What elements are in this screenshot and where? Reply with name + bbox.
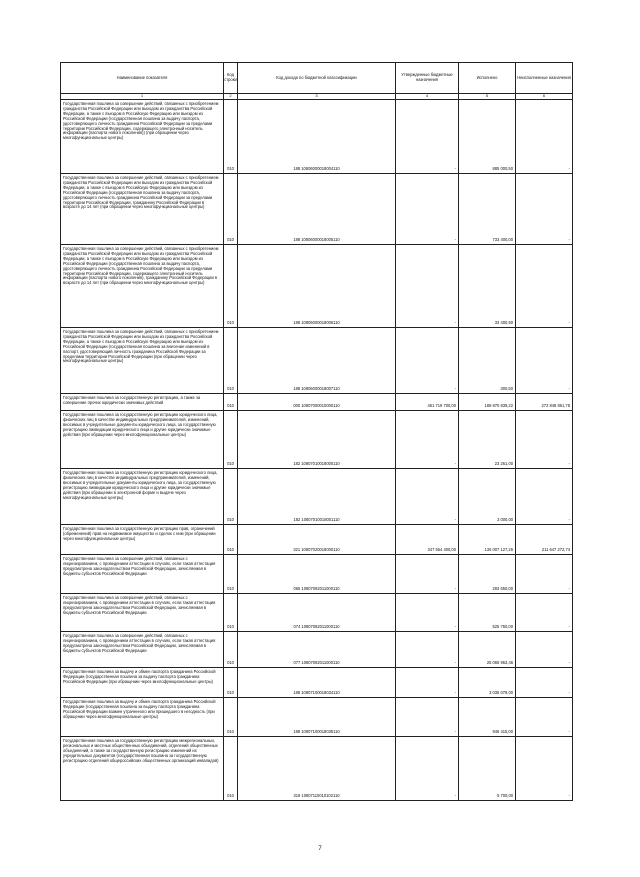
column-number: 1	[61, 94, 224, 100]
header-executed: Исполнено	[459, 63, 516, 94]
row-unexecuted: -	[516, 632, 573, 668]
row-line-code: 010	[224, 174, 238, 245]
header-name: Наименование показателя	[61, 63, 224, 94]
row-unexecuted: -	[516, 328, 573, 394]
row-budget-code: 182 10807010018001110	[238, 469, 396, 525]
column-number: 4	[396, 94, 459, 100]
row-budget-code: 188 10807100018034110	[238, 668, 396, 698]
column-number: 2	[224, 94, 238, 100]
row-unexecuted: -	[516, 737, 573, 801]
row-line-code: 010	[224, 737, 238, 801]
row-executed: 3 000,00	[459, 469, 516, 525]
row-name: Государственная пошлина за совершение действий, связанных с приобретением гражданства Российской Федерации или выходом из гражданства Российской Федерации, а также с въездом в Российскую Федерацию или выездом из Российской Федерации (государственная пошлина за внесение изменений в паспорт, удостоверяющий личность гражданина Российской Федерации за пределами территории Российской Федерации (при обращении через многофункциональные центры)	[61, 328, 224, 394]
column-number: 5	[459, 94, 516, 100]
row-budget-code: 188 10806000018005110	[238, 174, 396, 245]
row-name: Государственная пошлина за государственную регистрацию межрегиональных, региональных и местных общественных объединений, отделений общественных объединений, а также за государственную регистрацию изменений их учредительных документов (государственная пошлина за государственную регистрацию отделений общероссийских общественных организаций инвалидов)	[61, 737, 224, 801]
row-executed: 188 870 839,22	[459, 394, 516, 411]
row-name: Государственная пошлина за выдачу и обмен паспорта гражданина Российской Федерации (государственная пошлина за выдачу паспорта гражданина Российской Федерации (при обращении через многофункциональные центры)	[61, 668, 224, 698]
row-executed: 5 700,00	[459, 737, 516, 801]
row-approved: -	[396, 668, 459, 698]
row-budget-code: 182 10807010018000110	[238, 411, 396, 469]
row-line-code: 010	[224, 328, 238, 394]
row-line-code: 010	[224, 469, 238, 525]
row-name: Государственная пошлина за государственную регистрацию юридического лица, физических лиц в качестве индивидуальных предпринимателей, изменений, вносимых в учредительные документы юридического лица, за государственную регистрацию ликвидации юридического лица и другие юридически значимые действия (при обращении через многофункциональные центры)	[61, 411, 224, 469]
row-unexecuted: -	[516, 555, 573, 594]
row-line-code: 010	[224, 698, 238, 737]
page-number: 7	[318, 846, 322, 852]
row-approved: -	[396, 594, 459, 632]
table-row	[61, 594, 573, 632]
table-row	[61, 394, 573, 411]
row-executed: 525 750,00	[459, 594, 516, 632]
row-unexecuted: -	[516, 698, 573, 737]
row-unexecuted: -	[516, 411, 573, 469]
row-executed: 23 261,00	[459, 411, 516, 469]
row-line-code: 010	[224, 245, 238, 328]
column-number: 6	[516, 94, 573, 100]
table-row	[61, 698, 573, 737]
row-executed: 136 007 127,26	[459, 525, 516, 555]
table-row	[61, 411, 573, 469]
table-row	[61, 525, 573, 555]
row-approved: -	[396, 245, 459, 328]
table-row	[61, 668, 573, 698]
column-number: 3	[238, 94, 396, 100]
row-approved: -	[396, 100, 459, 174]
row-line-code: 010	[224, 632, 238, 668]
row-executed: 300,50	[459, 328, 516, 394]
header-line-code: Код строки	[224, 63, 238, 94]
row-budget-code: 188 10807100018035110	[238, 698, 396, 737]
table-row	[61, 100, 573, 174]
row-name: Государственная пошлина за государственную регистрацию, а также за совершение прочих юридически значимых действий	[61, 394, 224, 411]
row-budget-code: 000 10807000010000110	[238, 394, 396, 411]
row-unexecuted: -	[516, 469, 573, 525]
row-name: Государственная пошлина за государственную регистрацию юридического лица, физических лиц в качестве индивидуальных предпринимателей, изменений, вносимых в учредительные документы юридического лица, за государственную регистрацию ликвидации юридического лица и другие юридически значимые действия (при обращении в электронной форме и выдаче через многофункциональные центры)	[61, 469, 224, 525]
budget-table	[60, 62, 573, 801]
row-line-code: 010	[224, 411, 238, 469]
row-approved: -	[396, 632, 459, 668]
header-row	[61, 63, 573, 94]
header-unexecuted: Неисполненные назначения	[516, 63, 573, 94]
table-row	[61, 245, 573, 328]
row-executed: 733 400,00	[459, 174, 516, 245]
row-executed: 885 000,50	[459, 100, 516, 174]
row-line-code: 010	[224, 525, 238, 555]
header-budget-code: Код дохода по бюджетной классификации	[238, 63, 396, 94]
row-approved: -	[396, 698, 459, 737]
row-approved: 347 654 400,00	[396, 525, 459, 555]
row-budget-code: 077 10807082011000110	[238, 632, 396, 668]
table-row	[61, 737, 573, 801]
row-budget-code: 318 10807110010102110	[238, 737, 396, 801]
row-approved: -	[396, 469, 459, 525]
row-unexecuted: -	[516, 668, 573, 698]
row-budget-code: 188 10806000018007110	[238, 328, 396, 394]
table-row	[61, 555, 573, 594]
row-unexecuted: -	[516, 100, 573, 174]
table-row	[61, 469, 573, 525]
row-unexecuted: -	[516, 594, 573, 632]
row-name: Государственная пошлина за совершение действий, связанных с лицензированием, с проведением аттестации в случаях, если такая аттестация предусмотрена законодательством Российской Федерации, зачисляемая в бюджеты субъектов Российской Федерации	[61, 632, 224, 668]
row-budget-code: 065 10807082011000110	[238, 555, 396, 594]
row-budget-code: 188 10806000018004110	[238, 100, 396, 174]
row-unexecuted: -	[516, 245, 573, 328]
row-name: Государственная пошлина за совершение действий, связанных с приобретением гражданства Российской Федерации или выходом из гражданства Российской Федерации, а также с въездом в Российскую Федерацию или выездом из Российской Федерации (государственная пошлина за выдачу паспорта, удостоверяющего личность гражданина Российской Федерации за пределами территории Российской Федерации, содержащего электронный носитель информации (паспорта нового поколения)) (при обращении через многофункциональные центры)	[61, 100, 224, 174]
row-line-code: 010	[224, 555, 238, 594]
row-executed: 946 415,00	[459, 698, 516, 737]
row-approved: -	[396, 555, 459, 594]
row-unexecuted: 211 647 272,74	[516, 525, 573, 555]
row-executed: 25 065 963,46	[459, 632, 516, 668]
row-executed: 3 036 078,00	[459, 668, 516, 698]
row-approved: 461 719 700,00	[396, 394, 459, 411]
row-approved: -	[396, 328, 459, 394]
row-name: Государственная пошлина за совершение действий, связанных с лицензированием, с проведением аттестации в случаях, если такая аттестация предусмотрена законодательством Российской Федерации, зачисляемая в бюджеты субъектов Российской Федерации	[61, 594, 224, 632]
table-row	[61, 174, 573, 245]
row-unexecuted: -	[516, 174, 573, 245]
row-executed: 33 400,50	[459, 245, 516, 328]
row-approved: -	[396, 411, 459, 469]
row-approved: -	[396, 174, 459, 245]
row-approved: -	[396, 737, 459, 801]
row-name: Государственная пошлина за совершение действий, связанных с лицензированием, с проведением аттестации в случаях, если такая аттестация предусмотрена законодательством Российской Федерации, зачисляемая в бюджеты субъектов Российской Федерации	[61, 555, 224, 594]
row-name: Государственная пошлина за выдачу и обмен паспорта гражданина Российской Федерации (государственная пошлина за выдачу паспорта гражданина Российской Федерации взамен утраченного или пришедшего в негодность (при обращении через многофункциональные центры)	[61, 698, 224, 737]
row-name: Государственная пошлина за государственную регистрацию прав, ограничений (обременений) прав на недвижимое имущество и сделок с ним (при обращении через многофункциональные центры)	[61, 525, 224, 555]
row-line-code: 010	[224, 394, 238, 411]
row-line-code: 010	[224, 100, 238, 174]
row-name: Государственная пошлина за совершение действий, связанных с приобретением гражданства Российской Федерации или выходом из гражданства Российской Федерации, а также с въездом в Российскую Федерацию или выездом из Российской Федерации (государственная пошлина за выдачу паспорта, удостоверяющего личность гражданина Российской Федерации за пределами территории Российской Федерации, содержащего электронный носитель информации (паспорта нового поколения), гражданину Российской Федерации в возрасте до 14 лет (при обращении через многофункциональные центры)	[61, 245, 224, 328]
header-approved: Утвержденные бюджетные назначения	[396, 63, 459, 94]
row-unexecuted: 272 848 861,78	[516, 394, 573, 411]
row-line-code: 010	[224, 594, 238, 632]
row-line-code: 010	[224, 668, 238, 698]
table-row	[61, 328, 573, 394]
row-budget-code: 074 10807082011000110	[238, 594, 396, 632]
row-name: Государственная пошлина за совершение действий, связанных с приобретением гражданства Российской Федерации или выходом из гражданства Российской Федерации, а также с въездом в Российскую Федерацию или выездом из Российской Федерации (государственная пошлина за выдачу паспорта, удостоверяющего личность гражданина Российской Федерации за пределами территории Российской Федерации, гражданину Российской Федерации в возрасте до 14 лет (при обращении через многофункциональные центры)	[61, 174, 224, 245]
table-row	[61, 632, 573, 668]
row-budget-code: 321 10807020018000110	[238, 525, 396, 555]
row-executed: 283 650,00	[459, 555, 516, 594]
row-budget-code: 188 10806000018006110	[238, 245, 396, 328]
